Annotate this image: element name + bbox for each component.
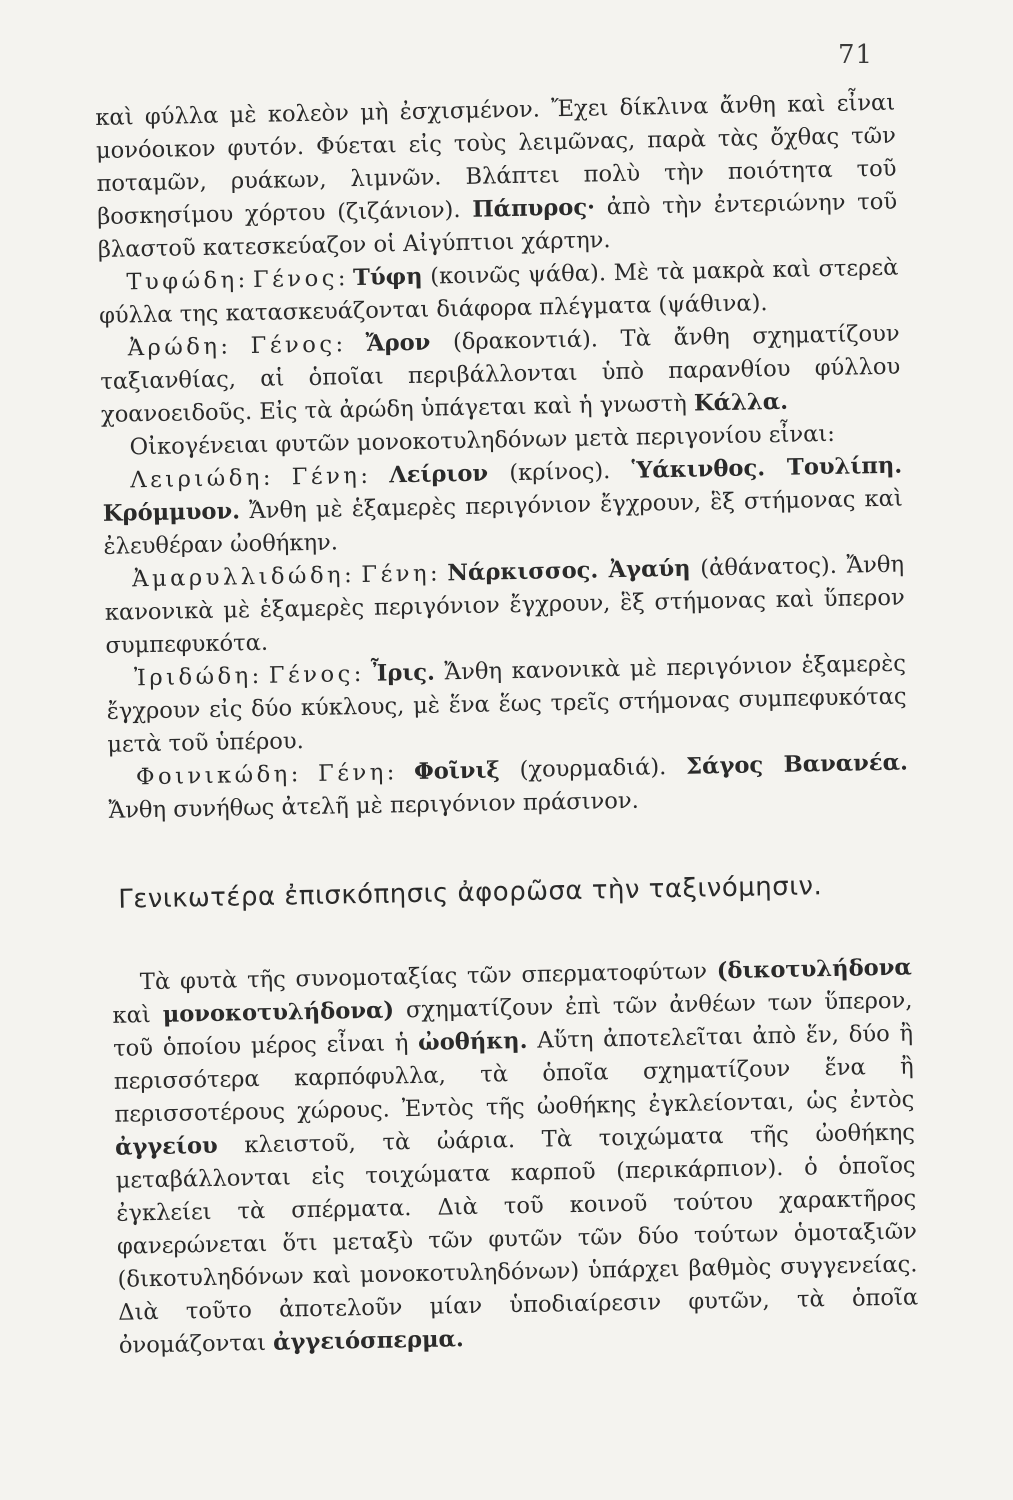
body-text bbox=[95, 87, 919, 1363]
text-run: (κρίνος). bbox=[487, 457, 632, 487]
text-run: σχηματίζουν ἐπὶ τῶν ἀνθέων των ὕπερον, τοῦ ὁποίου μέρος εἶναι ἡ bbox=[112, 987, 913, 1062]
term-papyrus: Πάπυρος· bbox=[472, 194, 596, 223]
family-name: Φοινικώδη bbox=[135, 761, 291, 791]
term-ovary: ὠοθήκη. bbox=[417, 1027, 528, 1056]
paragraph-angiosperms bbox=[112, 951, 919, 1362]
text-run: : bbox=[360, 462, 390, 489]
family-name: Ἰριδώδη bbox=[133, 663, 252, 692]
text-run: : bbox=[237, 267, 254, 294]
text-run: : bbox=[220, 333, 251, 360]
genus-names: Ὑάκινθος. Τουλίπη. Κρόμμυον. bbox=[102, 452, 903, 527]
genus-label: Γένος bbox=[250, 331, 336, 360]
text-run: : bbox=[337, 265, 354, 292]
genus-label: Γένη bbox=[317, 759, 387, 787]
text-run: (κοινῶς ψάθα). Μὲ τὰ μακρὰ καὶ στερεὰ φύλλα της κατασκευάζονται διάφορα πλέγματα (ψάθινα). bbox=[98, 254, 899, 329]
genus-label: Γένη bbox=[291, 462, 361, 491]
text-run: (δρακοντιά). Τὰ ἄνθη σχηματίζουν ταξιανθίας, αἱ ὁποῖαι περιβάλλονται ὑπὸ παρανθίου φύλλου χοανοειδοῦς. Εἰς τὰ ἀρώδη ὑπάγεται καὶ ἡ γνωστὴ bbox=[100, 320, 901, 428]
term-calla: Κάλλα. bbox=[693, 388, 789, 417]
genus-label: Γένος bbox=[252, 265, 339, 293]
genus-names: Σάγος Βανανέα. bbox=[685, 749, 909, 780]
text-run: : bbox=[335, 330, 367, 358]
text-run: Ἄνθη συνήθως ἀτελῆ μὲ περιγόνιον πράσινον. bbox=[108, 787, 640, 824]
genus-label: Γένος bbox=[268, 661, 354, 689]
paragraph-araceae bbox=[99, 318, 901, 432]
term-vessel: ἀγγείου bbox=[114, 1132, 218, 1161]
text-run: Τὰ φυτὰ τῆς συνομοταξίας τῶν σπερματοφύτων bbox=[139, 958, 717, 996]
paragraph-liliaceae bbox=[102, 450, 904, 564]
paragraph-amaryllidaceae bbox=[104, 549, 906, 663]
text-run: καὶ φύλλα μὲ κολεὸν μὴ ἐσχισμένον. Ἔχει δίκλινα ἄνθη καὶ εἶναι μονόοικον φυτόν. Φύεται εἰς τοὺς λειμῶνας, παρὰ τὰς ὄχθας τῶν ποταμῶν, ρυάκων, λιμνῶν. Βλάπτει πολὺ τὴν ποιότητα τοῦ βοσκησίμου χόρτου (ζιζάνιον). bbox=[95, 89, 897, 230]
family-name: Τυφώδη bbox=[126, 267, 238, 296]
genus-label: Γένη bbox=[361, 560, 431, 588]
paragraph-iridaceae bbox=[106, 648, 908, 762]
family-name: Ἀμαρυλλιδώδη bbox=[131, 562, 345, 593]
text-run: (χουρμαδιά). bbox=[499, 753, 687, 784]
text-run: Αὕτη ἀποτελεῖται ἀπὸ ἕν, δύο ἢ περισσότερα καρπόφυλλα, τὰ ὁποῖα σχηματίζουν ἕνα ἢ περισσοτέρους χώρους. Ἐντὸς τῆς ὠοθήκης ἐγκλείονται, ὡς ἐντὸς bbox=[113, 1020, 915, 1128]
family-name: Ἀρώδη bbox=[127, 333, 221, 362]
text-run: Ἄνθη μὲ ἑξαμερὲς περιγόνιον ἔγχρουν, ἓξ στήμονας καὶ ἐλευθέραν ὠοθήκην. bbox=[103, 485, 904, 560]
term-dicotyledons: (δικοτυλήδονα bbox=[716, 954, 913, 985]
text-run: : bbox=[386, 758, 415, 786]
page-number: 71 bbox=[838, 40, 874, 70]
text-run: Ἄνθη κανονικὰ μὲ περιγόνιον ἑξαμερὲς ἔγχρουν εἰς δύο κύκλους, μὲ ἕνα ἕως τρεῖς στήμονας συμπεφυκότας μετὰ τοῦ ὑπέρου. bbox=[106, 650, 907, 758]
genus-name: Λείριον bbox=[388, 460, 489, 489]
term-angiosperms: ἀγγειόσπερμα. bbox=[272, 1326, 465, 1356]
genus-names: Νάρκισσος. Ἀγαύη bbox=[447, 555, 691, 587]
text-run: : bbox=[343, 561, 362, 589]
text-run: : bbox=[290, 760, 319, 788]
genus-name: Τύφη bbox=[352, 263, 423, 292]
text-run: καὶ bbox=[112, 1001, 163, 1029]
paragraph-palmae bbox=[108, 747, 909, 828]
paragraph-papyrus bbox=[95, 87, 898, 267]
text-run: ἀπὸ τὴν ἐντεριώνην τοῦ βλαστοῦ κατεσκεύαζον οἱ Αἰγύπτιοι χάρτην. bbox=[97, 188, 898, 263]
text-run: : bbox=[429, 560, 448, 587]
text-run: Οἰκογένειαι φυτῶν μονοκοτυληδόνων μετὰ περιγονίου εἶναι: bbox=[129, 420, 836, 461]
section-heading: Γενικωτέρα ἐπισκόπησις ἀφορῶσα τὴν ταξινόμησιν. bbox=[118, 871, 823, 915]
genus-name: Ἄρον bbox=[365, 329, 431, 357]
text-run: κλειστοῦ, τὰ ὠάρια. Τὰ τοιχώματα τῆς ὠοθήκης μεταβάλλονται εἰς τοιχώματα καρποῦ (περικάρπιον). ὁ ὁποῖος ἐγκλείει τὰ σπέρματα. Διὰ τοῦ κοινοῦ τούτου χαρακτῆρος φανερώνεται ὅτι μεταξὺ τῶν φυτῶν τῶν δύο τούτων ὁμοταξιῶν (δικοτυληδόνων καὶ μονοκοτυληδόνων) ὑπάρχει βαθμὸς συγγενείας. Διὰ τοῦτο ἀποτελοῦν μίαν ὑποδιαίρεσιν φυτῶν, τὰ ὁποῖα ὀνομάζονται bbox=[115, 1119, 919, 1359]
text-run: : bbox=[251, 662, 270, 690]
family-name: Λειριώδη bbox=[130, 464, 264, 494]
genus-name: Φοῖνιξ bbox=[413, 757, 501, 785]
text-run: (ἀθάνατος). Ἄνθη κανονικὰ μὲ ἑξαμερὲς περιγόνιον ἔγχρουν, ἓξ στήμονας καὶ ὕπερον συμπεφυκότα. bbox=[104, 551, 905, 659]
term-monocotyledons: μονοκοτυλήδονα) bbox=[162, 997, 395, 1028]
text-run: : bbox=[353, 660, 372, 688]
text-run: : bbox=[262, 464, 292, 491]
genus-name: Ἶρις. bbox=[370, 659, 436, 687]
